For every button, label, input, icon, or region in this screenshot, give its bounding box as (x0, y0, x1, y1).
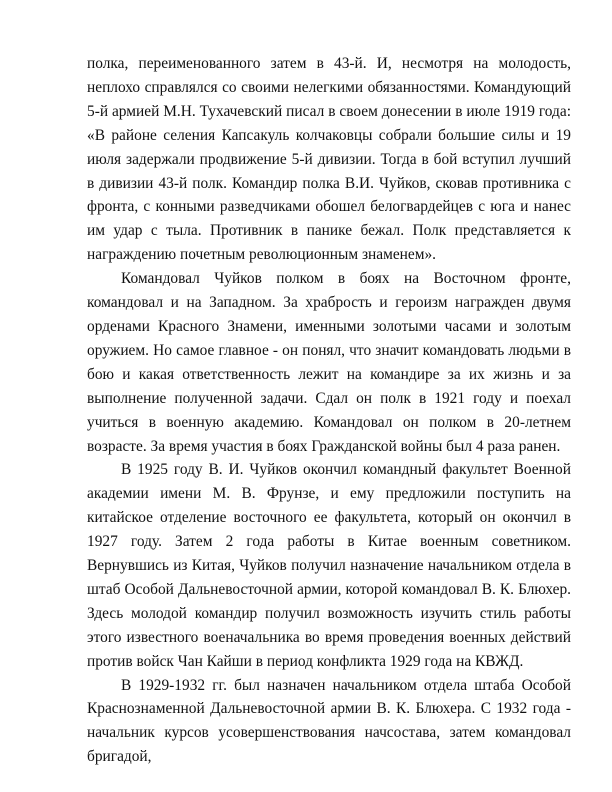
paragraph-2: Командовал Чуйков полком в боях на Восточном фронте, командовал и на Западном. За храбрость и героизм награжден двумя орденами Красного Знамени, именными золотыми часами и золотым оружием. Но самое главное - он понял, что значит командовать людьми в бою и какая ответственность лежит на командире за их жизнь и за выполнение полученной задачи. Сдал он полк в 1921 году и поехал учиться в военную академию. Командовал он полком в 20-летнем возрасте. За время участия в боях Гражданской войны был 4 раза ранен. (87, 270, 571, 455)
paragraph-4: В 1929-1932 гг. был назначен начальником отдела штаба Особой Краснознаменной Дальневосточной армии В. К. Блюхера. С 1932 года - начальник курсов усовершенствования начсостава, затем командовал бригадой, (87, 676, 571, 766)
paragraph-1: полка, переименованного затем в 43-й. И, несмотря на молодость, неплохо справлялся со своими нелегкими обязанностями. Командующий 5-й армией М.Н. Тухачевский писал в своем донесении в июле 1919 года: «В районе селения Капсакуль колчаковцы собрали большие силы и 19 июля задержали продвижение 5-й дивизии. Тогда в бой вступил лучший в дивизии 43-й полк. Командир полка В.И. Чуйков, сковав противника с фронта, с конными разведчиками обошел белогвардейцев с юга и нанес им удар с тыла. Противник в панике бежал. Полк представляется к награждению почетным революционным знаменем». (87, 55, 571, 264)
paragraph-3: В 1925 году В. И. Чуйков окончил командный факультет Военной академии имени М. В. Фрунзе, и ему предложили поступить на китайское отделение восточного ее факультета, который он окончил в 1927 году. Затем 2 года работы в Китае военным советником. Вернувшись из Китая, Чуйков получил назначение начальником отдела в штаб Особой Дальневосточной армии, которой командовал В. К. Блюхер. Здесь молодой командир получил возможность изучить стиль работы этого известного военачальника во время проведения военных действий против войск Чан Кайши в период конфликта 1929 года на КВЖД. (87, 461, 571, 670)
body-text (87, 52, 571, 769)
